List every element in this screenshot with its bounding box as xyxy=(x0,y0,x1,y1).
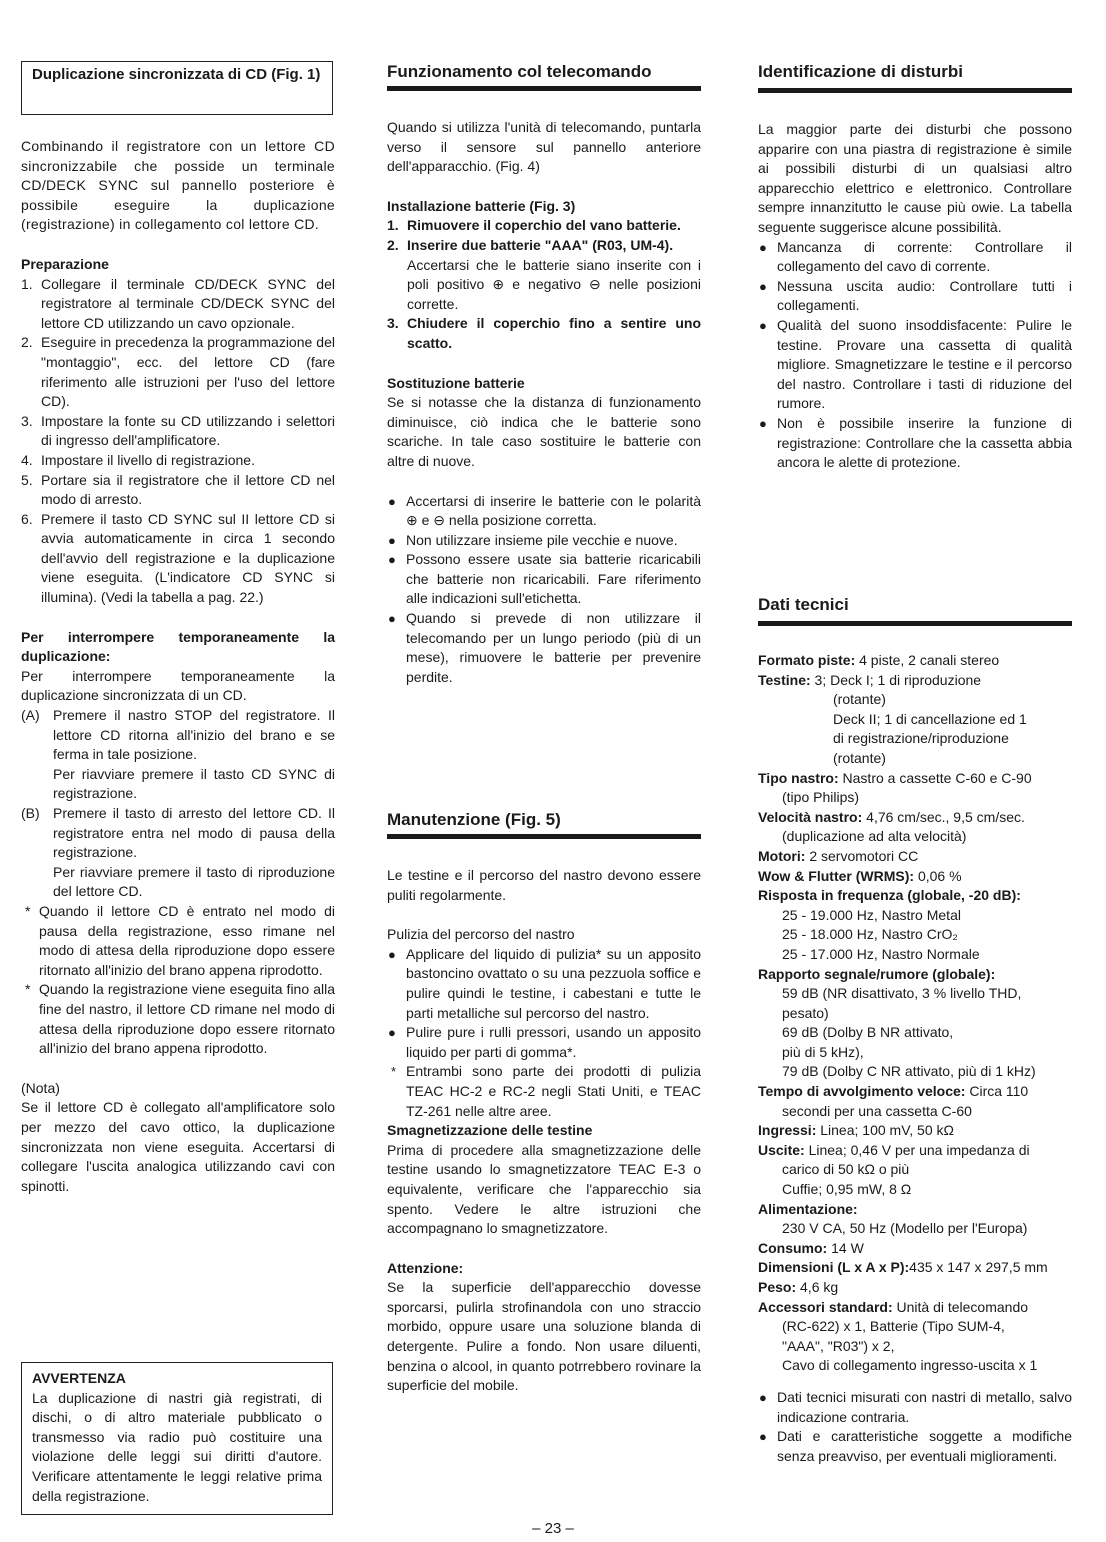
spec-row: Motori: 2 servomotori CC xyxy=(758,847,919,864)
spec-row: Testine: 3; Deck I; 1 di riproduzione xyxy=(758,671,982,688)
bullet-item: * Entrambi sono parte dei prodotti di pulizia TEAC HC-2 e RC-2 negli Stati Uniti, e TEAC TZ-261 nelle altre aree. xyxy=(391,1063,701,1119)
bullet-icon: ● xyxy=(388,532,396,548)
interrupt-intro: Per interrompere temporaneamente la duplicazione sincronizzata di un CD. xyxy=(21,667,335,704)
specs: Formato piste: 4 piste, 2 canali stereo Testine: 3; Deck I; 1 di riproduzione (rotante) Deck II; 1 di cancellazione ed 1 di registrazione/riproduzione (rotante) Tipo nastro: Nastro a cassette C-60 e C-90 (tipo Philips) Velocità nastro: 4,76 cm/sec., 9,5 cm/sec. (duplicazione ad alta velocità) Motori: 2 servomotori CC Wow & Flutter (WRMS): 0,06 % Risposta in frequenza (globale, -20 dB): 25 - 19.000 Hz, Nastro Metal 25 - 18.000 Hz, Nastro CrO₂ 25 - 17.000 Hz, Nastro Normale Rapporto segnale/rumore (globale): 59 dB (NR disattivato, 3 % livello THD, pesato) 69 dB (Dolby B NR attivato, più di 5 kHz), 79 dB (Dolby C NR attivato, più di 1 kHz) Tempo di avvolgimento veloce: Circa 110 secondi per una cassetta C-60 Ingressi: Linea; 100 mV, 50 kΩ Uscite: Linea; 0,46 V per una impedanza di carico di 50 kΩ o più Cuffie; 0,95 mW, 8 Ω Alimentazione: 230 V CA, 50 Hz (Modello per l'Europa) Consumo: 14 W Dimensioni (L x A x P):435 x 147 x 297,5 mm Peso: 4,6 kg Accessori standard: Unità di telecomando (RC-622) x 1, Batterie (Tipo SUM-4, "AAA", "R03") x 2, Cavo di collegamento ingresso-uscita x 1 ● Dati tecnici misurati con nastri di metallo, salvo indicazione contraria. ● Dati e caratteristiche soggette a modifiche senza preavviso, per eventuali miglioramenti. xyxy=(758,651,1072,1466)
prep-heading: Preparazione xyxy=(21,255,109,272)
spec-row: Wow & Flutter (WRMS): 0,06 % xyxy=(758,867,962,884)
option-b: (B) Premere il tasto di arresto del lettore CD. Il registratore entra nel modo di pausa della registrazione. Per riavviare premere il tasto di riproduzione del lettore CD. xyxy=(21,805,335,900)
warning-title: AVVERTENZA xyxy=(32,1370,126,1386)
option-a: (A) Premere il nastro STOP del registratore. Il lettore CD ritorna all'inizio del brano e se ferma in tale posizione. Per riavviare premere il tasto CD SYNC di registrazione. xyxy=(21,707,335,802)
nota-label: (Nota) xyxy=(21,1079,60,1096)
prep-step: 3. Impostare la fonte su CD utilizzando i selettori di ingresso dell'amplificatore. xyxy=(21,412,335,449)
spec-row: Dimensioni (L x A x P):435 x 147 x 297,5 mm xyxy=(758,1259,1048,1276)
warning-text: La duplicazione di nastri già registrati, di dischi, o di altro materiale pubblicato o transmesso via radio può costituire una violazione delle leggi sui diritti d'autore. Verificare attentamente le leggi relative prima della registrazione. xyxy=(32,1389,322,1504)
sync-dub-intro: Combinando il registratore con un lettore CD sincronizzabile che posside un terminale CD/DECK SYNC sul pannello posteriore è possibile eseguire la duplicazione (registrazione) in collegamento col lettore CD. xyxy=(21,138,335,233)
spec-row: Velocità nastro: 4,76 cm/sec., 9,5 cm/sec. xyxy=(758,808,1025,825)
note-asterisk: * Quando il lettore CD è entrato nel modo di pausa della registrazione, esso rimane nel modo di attesa della riproduzione dopo essere ritornato all'inizio del brano appena riprodotto. xyxy=(25,902,335,978)
bullet-icon: ● xyxy=(388,946,396,962)
replace-heading: Sostituzione batterie xyxy=(387,374,525,391)
spec-row: Accessori standard: Unità di telecomando xyxy=(758,1298,1029,1315)
bullet-item: ● Non utilizzare insieme pile vecchie e nuove. xyxy=(387,531,701,551)
clean-heading: Pulizia del percorso del nastro xyxy=(387,926,575,943)
bullet-item: ● Dati e caratteristiche soggette a modifiche senza preavviso, per eventuali miglioramenti. xyxy=(759,1428,1072,1464)
bullet-item: ● Dati tecnici misurati con nastri di metallo, salvo indicazione contraria. xyxy=(759,1388,1072,1425)
replace-text: Se si notasse che la distanza di funzionamento diminuisce, ciò indica che le batterie sono scariche. In tale caso sostituire le batterie con altre di nuove. xyxy=(387,394,701,469)
column-3 xyxy=(758,120,1072,473)
column-2 xyxy=(387,118,701,687)
maint-title: Manutenzione (Fig. 5) xyxy=(387,810,561,829)
bullet-item: ● Mancanza di corrente: Controllare il collegamento del cavo di corrente. xyxy=(759,238,1072,275)
install-step: 3. Chiudere il coperchio fino a sentire uno scatto. xyxy=(387,315,701,351)
spec-bullets xyxy=(758,1388,1072,1466)
spec-row: Tipo nastro: Nastro a cassette C-60 e C-90 xyxy=(758,769,1032,786)
trouble-bullets xyxy=(758,238,1072,473)
bullet-item: ● Nessuna uscita audio: Controllare tutti i collegamenti. xyxy=(759,277,1072,314)
bullet-icon: ● xyxy=(759,239,767,255)
remote-title: Funzionamento col telecomando xyxy=(387,62,652,81)
bullet-icon: ● xyxy=(388,493,396,509)
interrupt-options xyxy=(21,706,335,1059)
maint-intro: Le testine e il percorso del nastro devono essere puliti regolarmente. xyxy=(387,867,701,903)
bullet-icon: ● xyxy=(388,611,396,627)
battery-bullets xyxy=(387,492,701,688)
interrupt-heading: Per interrompere temporaneamente la duplicazione: xyxy=(21,628,335,665)
warning-box xyxy=(21,1362,333,1515)
spec-row: Peso: 4,6 kg xyxy=(758,1279,839,1295)
bullet-icon: ● xyxy=(388,1025,396,1041)
install-heading: Installazione batterie (Fig. 3) xyxy=(387,197,576,214)
bullet-item: ● Pulire pure i rulli pressori, usando un apposito liquido per parti di gomma*. xyxy=(388,1024,701,1060)
spec-row: Ingressi: Linea; 100 mV, 50 kΩ xyxy=(758,1122,954,1139)
bullet-icon: ● xyxy=(759,415,767,431)
prep-step: 5. Portare sia il registratore che il lettore CD nel modo di arresto. xyxy=(21,471,335,508)
bullet-icon: ● xyxy=(759,317,767,333)
sync-dub-title-box xyxy=(21,61,333,115)
bullet-item: ● Quando si prevede di non utilizzare il telecomando per un lungo periodo (più di un mese), rimuovere le batterie per prevenire perdite. xyxy=(388,610,701,685)
column-1 xyxy=(21,137,335,1196)
trouble-title: Identificazione di disturbi xyxy=(758,62,963,81)
clean-bullets xyxy=(387,945,701,1121)
bullet-item: ● Accertarsi di inserire le batterie con le polarità ⊕ e ⊖ nella posizione corretta. xyxy=(388,492,701,529)
prep-steps xyxy=(21,275,335,608)
spec-row: Formato piste: 4 piste, 2 canali stereo xyxy=(758,652,1000,668)
caution-text: Se la superficie dell'apparecchio dovesse sporcarsi, pulirla strofinandola con uno straccio morbido, oppure usare una soluzione blanda di detergente. Pulire a fondo. Non usare diluenti, benzina o alcool, in quanto potrrebbero rovinare la superficie del mobile. xyxy=(387,1279,701,1394)
spec-row: Risposta in frequenza (globale, -20 dB): xyxy=(758,887,1021,904)
nota-text: Se il lettore CD è collegato all'amplificatore solo per mezzo del cavo ottico, la duplicazione sincronizzata non viene eseguita. Accertarsi di collegare l'uscita analogica utilizzando cavi con spinotti. xyxy=(21,1099,335,1194)
bullet-item: ● Non è possibile inserire la funzione di registrazione: Controllare che la cassetta abbia ancora le alette di protezione. xyxy=(759,414,1072,471)
column-2-maint xyxy=(387,866,701,1396)
install-step: 2. Inserire due batterie "AAA" (R03, UM-4). Accertarsi che le batterie siano inserite con i poli positivo ⊕ e negativo ⊖ nelle posizioni corrette. xyxy=(387,236,701,312)
bullet-item: ● Possono essere usate sia batterie ricaricabili che batterie non ricaricabili. Fare riferimento alle indicazioni sull'etichetta. xyxy=(388,551,701,607)
prep-step: 2. Eseguire in precedenza la programmazione del "montaggio", ecc. del lettore CD (fare riferimento alle istruzioni per l'uso del lettore CD). xyxy=(21,334,335,410)
prep-step: 1. Collegare il terminale CD/DECK SYNC del registratore al terminale CD/DECK SYNC del lettore CD utilizzando un cavo opzionale. xyxy=(21,275,335,331)
page-number: – 23 – xyxy=(532,1520,574,1537)
spec-row: Rapporto segnale/rumore (globale): xyxy=(758,965,996,982)
section-rule xyxy=(758,621,1072,626)
bullet-item: ● Applicare del liquido di pulizia* su un apposito bastoncino ovattato o su una pezzuola soffice e pulire quindi le testine, i cabestani e tutte le parti metalliche sul percorso del nastro. xyxy=(388,945,701,1021)
section-rule xyxy=(758,88,1072,93)
prep-step: 6. Premere il tasto CD SYNC sul II lettore CD si avvia automaticamente in circa 1 secondo dell'avvio dell registrazione e la duplicazione viene eseguita. (L'indicatore CD SYNC si illumina). (Vedi la tabella a pag. 22.) xyxy=(21,510,335,606)
bullet-icon: ● xyxy=(759,1389,767,1405)
spec-row: Tempo di avvolgimento veloce: Circa 110 xyxy=(758,1083,1029,1100)
sync-dub-title: Duplicazione sincronizzata di CD (Fig. 1) xyxy=(32,66,321,83)
section-rule xyxy=(387,834,701,839)
section-rule xyxy=(387,86,701,91)
demag-heading: Smagnetizzazione delle testine xyxy=(387,1122,593,1139)
spec-row: Alimentazione: xyxy=(758,1200,858,1217)
install-step: 1. Rimuovere il coperchio del vano batterie. xyxy=(387,217,681,234)
spec-title: Dati tecnici xyxy=(758,595,849,614)
spec-row: Uscite: Linea; 0,46 V per una impedanza di xyxy=(758,1141,1030,1158)
note-asterisk: * Quando la registrazione viene eseguita fino alla fine del nastro, il lettore CD rimane nel modo di attesa della riproduzione dopo essere ritornato all'inizio del brano appena riprodotto. xyxy=(25,981,335,1057)
bullet-icon: ● xyxy=(388,552,396,568)
install-steps xyxy=(387,216,701,353)
bullet-item: ● Qualità del suono insoddisfacente: Pulire le testine. Provare una cassetta di qualità migliore. Smagnetizzare le testine e il percorso del nastro. Controllare i tasti di riduzione del rumore. xyxy=(759,316,1072,412)
remote-intro: Quando si utilizza l'unità di telecomando, puntarla verso il sensore sul pannello anteriore dell'apparacchio. (Fig. 4) xyxy=(387,119,701,175)
spec-row: Consumo: 14 W xyxy=(758,1239,864,1256)
caution-heading: Attenzione: xyxy=(387,1259,464,1276)
trouble-intro: La maggior parte dei disturbi che possono apparire con una piastra di registrazione è simile ai possibili disturbi di un qualsiasi altro apparecchio elettrico e elettronico. Controllare sempre innanzitutto le cause più owie. La tabella seguente suggerisce alcune possibilità. xyxy=(758,121,1072,235)
bullet-icon: ● xyxy=(759,278,767,294)
bullet-icon: ● xyxy=(759,1429,767,1445)
prep-step: 4. Impostare il livello di registrazione. xyxy=(21,451,255,468)
demag-text: Prima di procedere alla smagnetizzazione delle testine usando lo smagnetizzatore TEAC E-3 o equivalente, verificare che l'apparecchio sia spento. Vedere le altre istruzioni che accompagnano lo smagnetizzatore. xyxy=(387,1141,701,1237)
